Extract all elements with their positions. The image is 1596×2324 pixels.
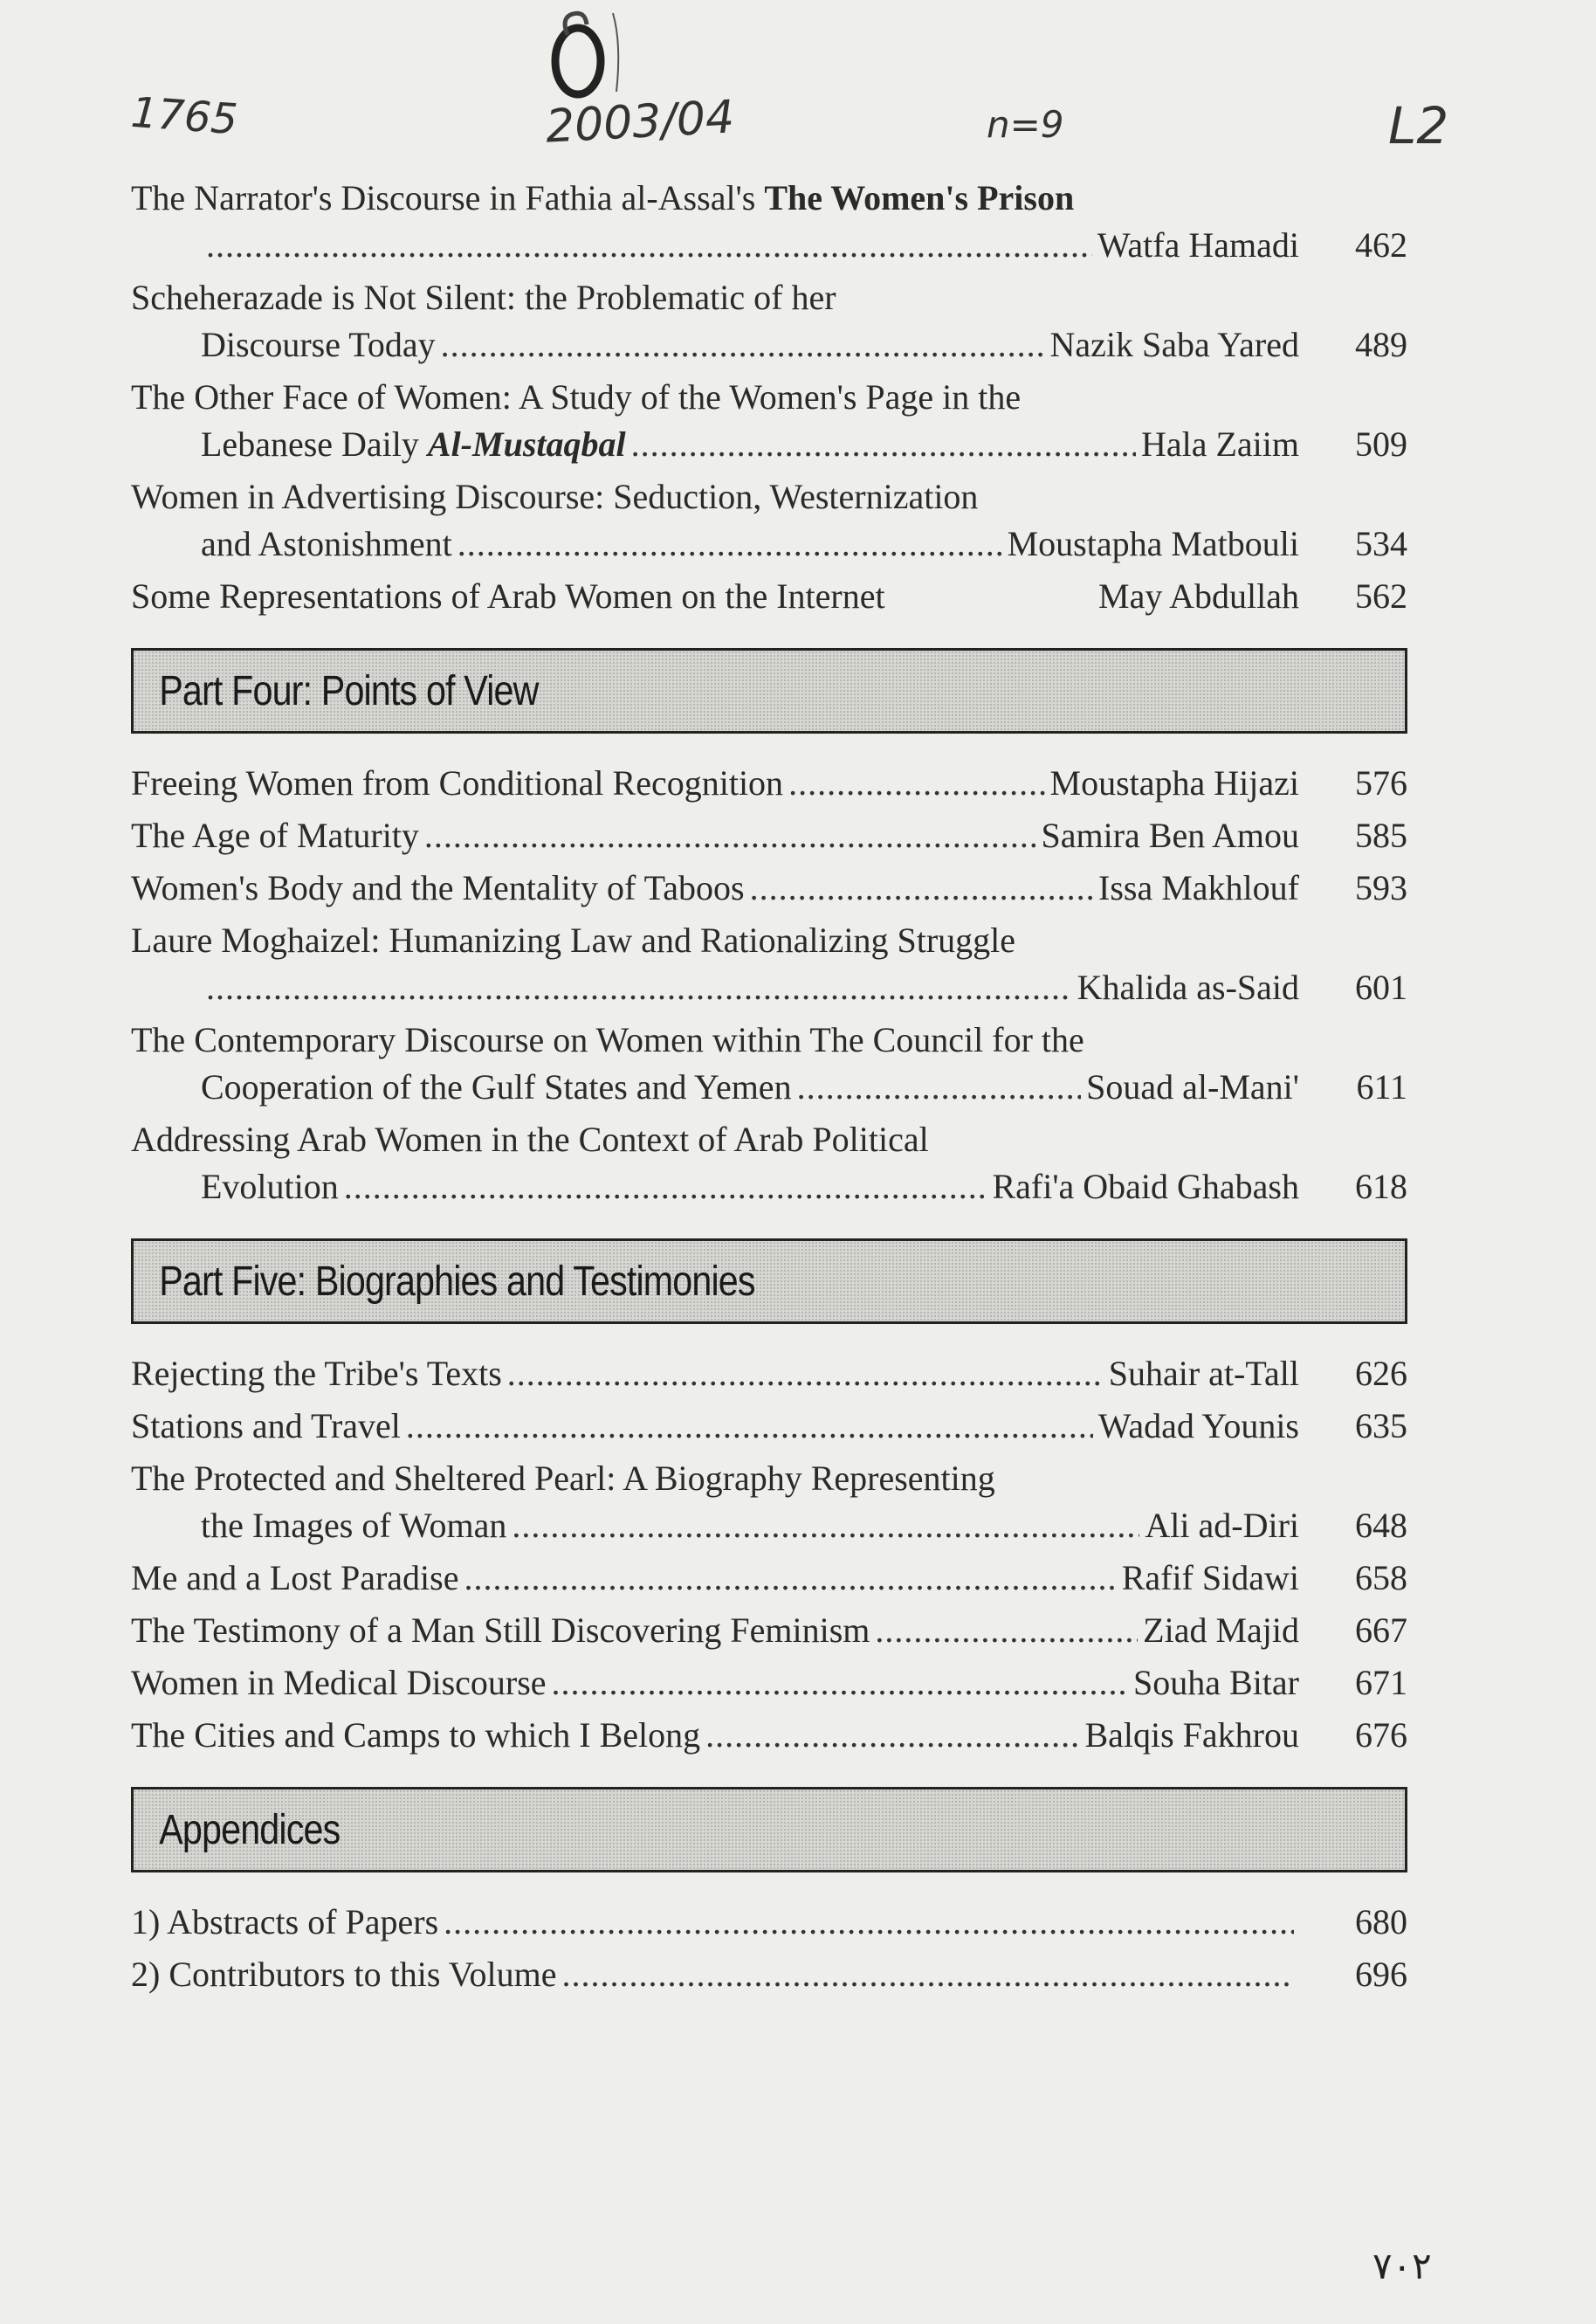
entry-title-continuation [201,1163,339,1210]
entry-title: Some Representations of Arab Women on the Internet [131,576,885,616]
leader-dots [464,1555,1116,1602]
toc-entry [131,1017,1407,1111]
entry-title-continuation-text: the Images of Woman [201,1506,507,1545]
leader-dots [797,1064,1082,1111]
entry-author: Moustapha Matbouli [1007,524,1299,563]
entry-spacer [131,620,1407,625]
entry-title-continuation-text: Discourse Today [201,325,436,364]
toc-entry [131,573,1407,620]
part-heading-text: Part Four: Points of View [159,667,539,714]
entry-title-continuation [201,321,436,369]
entry-title-text: Women in Advertising Discourse: Seduction, Westernization [131,477,979,516]
toc-entry [131,1712,1407,1759]
entry-title-italic: Al-Mustaqbal [427,424,626,464]
leader-dots [705,1712,1079,1759]
leader-dots [561,1951,1294,1998]
handwritten-issue-number: n=9 [987,103,1064,146]
toc-entry [131,1350,1407,1397]
entry-author: Samira Ben Amou [1041,816,1299,855]
leader-dots [444,1899,1294,1946]
ink-stamp-mark [543,9,630,105]
toc-entry [131,274,1407,369]
entry-author: Souha Bitar [1133,1663,1299,1702]
entry-page: 626 [1355,1354,1407,1393]
entry-title-continuation-text: Evolution [201,1167,339,1206]
toc-entry [131,1607,1407,1654]
entry-page: 562 [1355,576,1407,616]
entry-title-text: Scheherazade is Not Silent: the Problematic of her [131,278,836,317]
entry-title-continuation [201,1502,506,1549]
toc-entry [131,1659,1407,1707]
part-heading-text: Part Five: Biographies and Testimonies [159,1258,755,1305]
entry-spacer [131,1210,1407,1216]
entry-title-continuation [201,421,626,468]
toc-entry [131,473,1407,568]
entry-title: The Testimony of a Man Still Discovering Feminism [131,1610,870,1650]
leader-dots [512,1502,1139,1549]
entry-author: Balqis Fakhrou [1084,1715,1299,1755]
entry-author: Suhair at-Tall [1108,1354,1299,1393]
entry-title: Freeing Women from Conditional Recognition [131,763,784,803]
entry-page: 696 [1355,1955,1407,1994]
entry-spacer [131,1998,1407,2003]
entry-title [131,1017,1407,1064]
entry-page: 658 [1355,1558,1407,1597]
entry-page: 648 [1355,1506,1407,1545]
handwritten-shelf-mark: L2 [1388,96,1449,155]
entry-page: 667 [1355,1610,1407,1650]
entry-author: Rafi'a Obaid Ghabash [992,1167,1299,1206]
entry-title-text: The Narrator's Discourse in Fathia al-Assal's [131,178,756,217]
entry-title [131,917,1407,964]
toc-entry [131,374,1407,468]
entry-page: 489 [1355,325,1407,364]
table-of-contents [131,175,1407,2003]
leader-dots [206,964,1072,1011]
entry-title [131,473,1407,521]
part-heading-text: Appendices [159,1806,341,1853]
entry-title: Women in Medical Discourse [131,1663,547,1702]
entry-title [131,1455,1407,1502]
leader-dots [206,222,1092,269]
entry-page: 671 [1355,1663,1407,1702]
entry-title: The Cities and Camps to which I Belong [131,1715,701,1755]
entry-author: May Abdullah [1098,576,1299,616]
entry-title-continuation-text: Lebanese Daily [201,424,419,464]
entry-spacer [131,1759,1407,1764]
leader-dots [552,1659,1128,1707]
toc-entry [131,917,1407,1011]
entry-title-text: The Contemporary Discourse on Women within The Council for the [131,1020,1084,1059]
toc-entry [131,175,1407,269]
entry-title: Women's Body and the Mentality of Taboos [131,868,745,907]
entry-continuation [131,1163,1407,1210]
leader-dots [750,865,1093,912]
entry-page: 676 [1355,1715,1407,1755]
entry-continuation [131,421,1407,468]
entry-title: Me and a Lost Paradise [131,1558,459,1597]
entry-continuation [131,1064,1407,1111]
entry-title [131,1116,1407,1163]
toc-entry [131,1951,1407,1998]
entry-page: 611 [1356,1067,1407,1107]
entry-author: Ali ad-Diri [1145,1506,1299,1545]
toc-entry [131,1116,1407,1210]
entry-author: Issa Makhlouf [1098,868,1299,907]
entry-page: 618 [1355,1167,1407,1206]
entry-page: 534 [1355,524,1407,563]
entry-title-text: The Protected and Sheltered Pearl: A Biography Representing [131,1459,995,1498]
entry-page: 462 [1355,225,1407,265]
entry-title-text: The Other Face of Women: A Study of the Women's Page in the [131,377,1022,417]
entry-continuation [131,964,1407,1011]
entry-title-continuation [201,1064,792,1111]
entry-author: Hala Zaiim [1140,424,1299,464]
leader-dots [457,521,1002,568]
entry-author: Watfa Hamadi [1097,225,1299,265]
toc-entry [131,1899,1407,1946]
entry-title: The Age of Maturity [131,816,419,855]
entry-continuation [131,1502,1407,1549]
leader-dots [788,760,1044,807]
entry-page: 635 [1355,1406,1407,1445]
entry-author: Nazik Saba Yared [1049,325,1299,364]
leader-dots [507,1350,1104,1397]
entry-page: 601 [1355,968,1407,1007]
leader-dots [875,1607,1138,1654]
entry-page: 576 [1355,763,1407,803]
toc-entry [131,1555,1407,1602]
entry-title: 2) Contributors to this Volume [131,1955,557,1994]
entry-author: Wadad Younis [1097,1406,1299,1445]
entry-page: 593 [1355,868,1407,907]
toc-entry [131,760,1407,807]
toc-entry [131,1403,1407,1450]
toc-entry [131,865,1407,912]
entry-author: Khalida as-Said [1077,968,1299,1007]
entry-page: 509 [1355,424,1407,464]
entry-continuation [131,222,1407,269]
entry-author: Ziad Majid [1143,1610,1299,1650]
leader-dots [406,1403,1093,1450]
entry-title-continuation-text: and Astonishment [201,524,452,563]
page-number: ٧٠٢ [1372,2245,1432,2287]
entry-title-text: Addressing Arab Women in the Context of Arab Political [131,1120,929,1159]
handwritten-date: 2003/04 [544,91,736,154]
entry-title: Rejecting the Tribe's Texts [131,1354,502,1393]
handwritten-catalog-number: 1765 [129,87,239,145]
entry-title [131,274,1407,321]
entry-title: Stations and Travel [131,1406,401,1445]
entry-author: Rafif Sidawi [1121,1558,1299,1597]
part-heading [131,648,1407,734]
entry-continuation [131,521,1407,568]
part-heading [131,1787,1407,1872]
entry-title-continuation-text: Cooperation of the Gulf States and Yemen [201,1067,792,1107]
entry-title-continuation [201,521,452,568]
leader-dots [344,1163,987,1210]
leader-dots [631,421,1136,468]
entry-page: 585 [1355,816,1407,855]
entry-title-text: Laure Moghaizel: Humanizing Law and Rationalizing Struggle [131,921,1016,960]
entry-title [131,175,1407,222]
entry-continuation [131,321,1407,369]
entry-author: Souad al-Mani' [1086,1067,1299,1107]
entry-title [131,374,1407,421]
leader-dots [424,812,1036,859]
part-heading [131,1238,1407,1324]
entry-author: Moustapha Hijazi [1049,763,1299,803]
toc-entry [131,812,1407,859]
entry-title-bold: The Women's Prison [764,178,1075,217]
entry-title: 1) Abstracts of Papers [131,1902,439,1941]
toc-entry [131,1455,1407,1549]
entry-page: 680 [1355,1902,1407,1941]
leader-dots [441,321,1045,369]
